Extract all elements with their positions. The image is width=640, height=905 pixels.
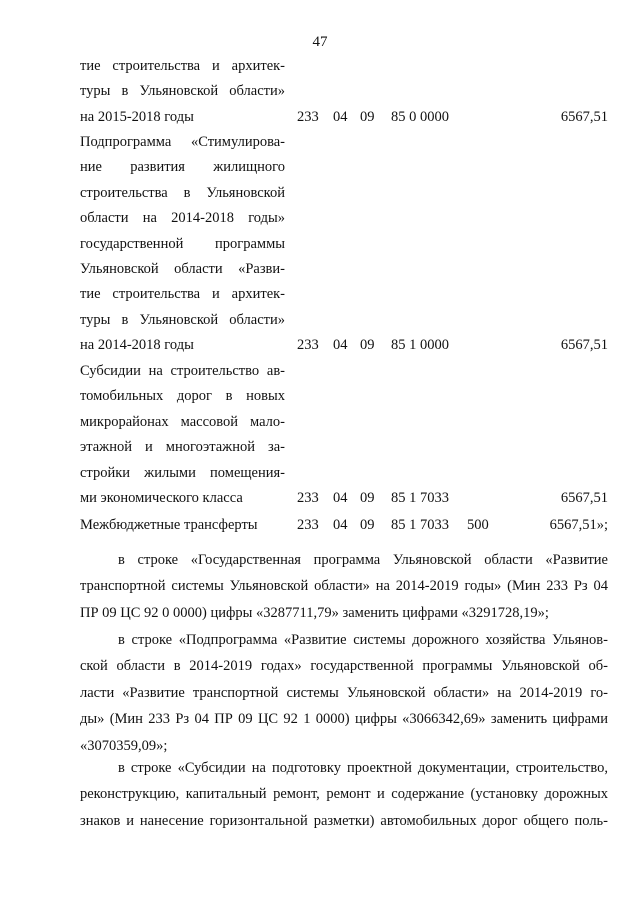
code-min: 233 — [297, 517, 319, 533]
row-sum: 6567,51 — [560, 337, 608, 354]
paragraph-line: реконструкцию, капитальный ремонт, ремонт и содержание (установку дорожных — [80, 786, 608, 803]
row-description — [80, 513, 285, 538]
row-description — [80, 54, 285, 130]
desc-line: Подпрограмма «Стимулирова- — [80, 134, 285, 150]
desc-line: туры в Ульяновской области» — [80, 83, 285, 100]
code-cs: 85 1 7033 — [391, 517, 449, 533]
desc-line: тие строительства и архитек- — [80, 58, 285, 74]
code-min: 233 — [297, 337, 319, 354]
desc-line: на 2014-2018 годы — [80, 337, 194, 354]
row-sum: 6567,51»; — [549, 517, 608, 533]
code-rz: 04 — [333, 337, 348, 354]
desc-line: томобильных дорог в новых — [80, 388, 285, 405]
code-rz: 04 — [333, 517, 348, 533]
desc-line: туры в Ульяновской области» — [80, 311, 285, 328]
paragraph-line: ды» (Мин 233 Рз 04 ПР 09 ЦС 92 1 0000) цифры «3066342,69» заменить цифрами — [80, 711, 608, 728]
desc-line: стройки жилыми помещения- — [80, 464, 285, 481]
desc-line: этажной и многоэтажной за- — [80, 439, 285, 456]
paragraph-line: в строке «Подпрограмма «Развитие системы дорожного хозяйства Ульянов- — [118, 632, 608, 648]
code-cs: 85 0 0000 — [391, 108, 449, 125]
desc-line: строительства в Ульяновской — [80, 184, 285, 201]
code-cs: 85 1 0000 — [391, 337, 449, 354]
desc-line: на 2015-2018 годы — [80, 108, 194, 125]
code-min: 233 — [297, 490, 319, 506]
paragraph-line: ПР 09 ЦС 92 0 0000) цифры «3287711,79» заменить цифрами «3291728,19»; — [80, 604, 549, 621]
code-rz: 04 — [333, 490, 348, 506]
row-sum: 6567,51 — [560, 108, 608, 125]
code-pr: 09 — [360, 517, 375, 533]
paragraph — [80, 547, 608, 626]
row-description — [80, 359, 285, 511]
paragraph-line: ской области в 2014-2019 годах» государственной программы Ульяновской об- — [80, 658, 608, 675]
paragraph-line: «3070359,09»; — [80, 737, 168, 754]
desc-line: Субсидии на строительство ав- — [80, 363, 285, 379]
desc-line: государственной программы — [80, 235, 285, 252]
paragraph-line: знаков и нанесение горизонтальной разметки) автомобильных дорог общего поль- — [80, 812, 608, 829]
code-rz: 04 — [333, 108, 348, 125]
desc-line: ми экономического класса — [80, 489, 243, 506]
code-cs: 85 1 7033 — [391, 490, 449, 506]
row-description — [80, 130, 285, 359]
paragraph-line: в строке «Субсидии на подготовку проектной документации, строительство, — [118, 760, 608, 776]
code-min: 233 — [297, 108, 319, 125]
paragraph — [80, 627, 608, 759]
paragraph-line: ласти «Развитие транспортной системы Ульяновской области» на 2014-2019 го- — [80, 684, 608, 701]
desc-line: области на 2014-2018 годы» — [80, 210, 285, 227]
page-number: 47 — [312, 34, 328, 50]
desc-line: Межбюджетные трансферты — [80, 517, 258, 533]
code-pr: 09 — [360, 108, 375, 125]
paragraph — [80, 755, 608, 834]
row-sum: 6567,51 — [560, 490, 608, 506]
code-pr: 09 — [360, 490, 375, 506]
code-vr: 500 — [467, 517, 489, 533]
paragraph-line: в строке «Государственная программа Ульяновской области «Развитие — [118, 552, 608, 568]
paragraph-line: транспортной системы Ульяновской области» на 2014-2019 годы» (Мин 233 Рз 04 — [80, 578, 608, 595]
desc-line: микрорайонах массовой мало- — [80, 413, 285, 430]
desc-line: ние развития жилищного — [80, 159, 285, 176]
desc-line: тие строительства и архитек- — [80, 286, 285, 303]
code-pr: 09 — [360, 337, 375, 354]
desc-line: Ульяновской области «Разви- — [80, 260, 285, 277]
